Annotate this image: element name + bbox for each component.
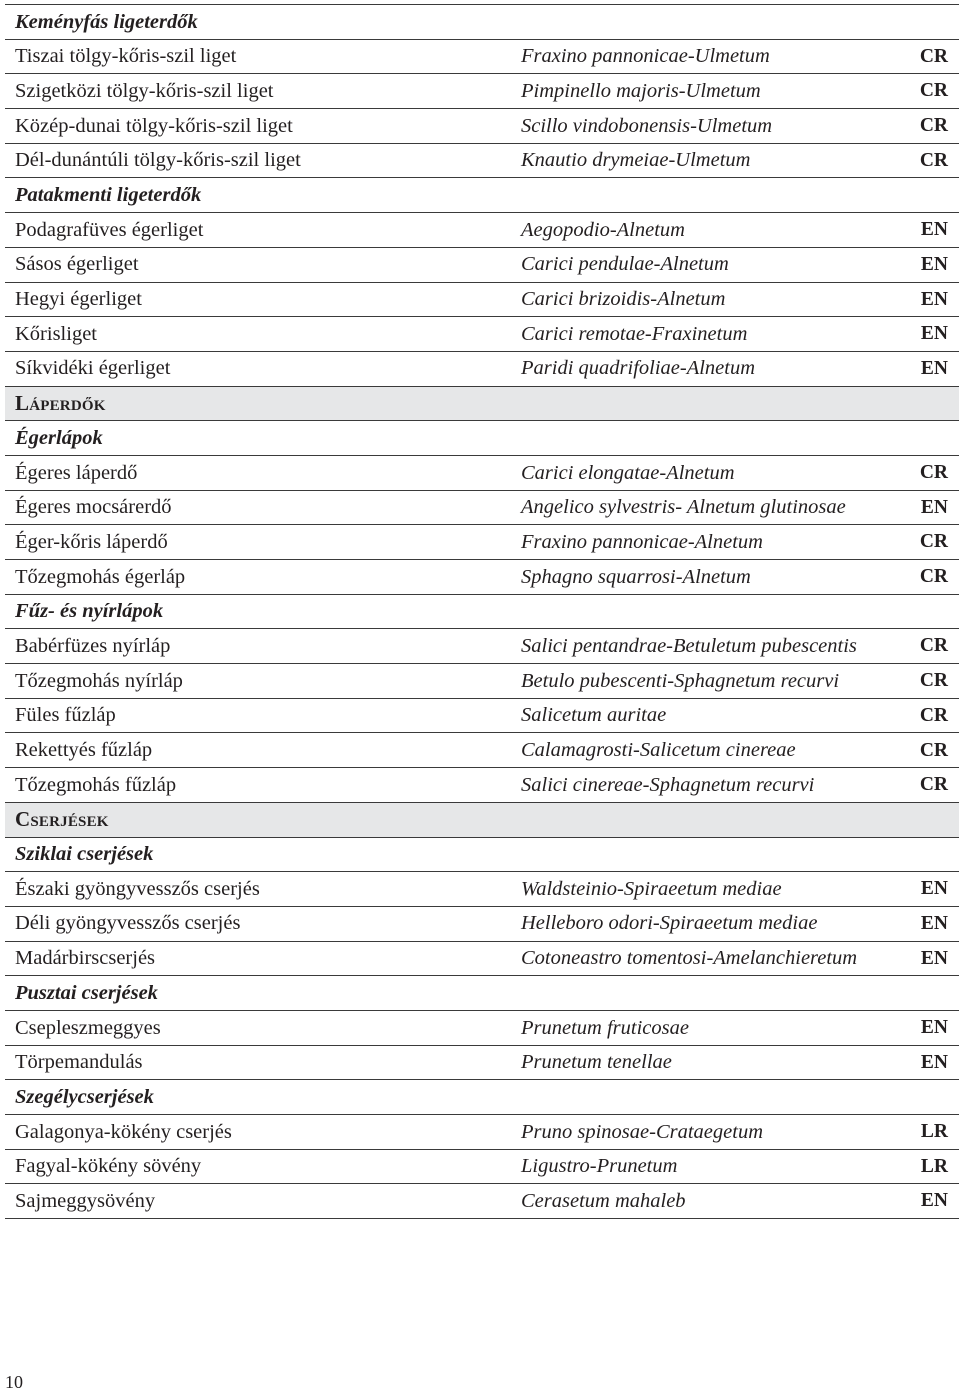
hungarian-name: Pusztai cserjések	[15, 981, 158, 1004]
subsection-header	[5, 1080, 959, 1115]
latin-name: Carici pendulae-Alnetum	[521, 253, 729, 276]
hungarian-name: Csepleszmeggyes	[15, 1016, 161, 1039]
status-code: CR	[919, 566, 948, 588]
latin-name: Carici elongatae-Alnetum	[521, 461, 735, 484]
table-row	[5, 283, 959, 318]
subsection-header	[5, 595, 959, 630]
hungarian-name: Sziklai cserjések	[15, 843, 154, 866]
status-code: EN	[920, 219, 948, 241]
hungarian-name: Babérfüzes nyírláp	[15, 634, 171, 657]
status-code: EN	[920, 878, 948, 900]
latin-name: Ligustro-Prunetum	[521, 1155, 678, 1178]
status-code: EN	[920, 357, 948, 379]
latin-name: Prunetum tenellae	[521, 1051, 672, 1074]
hungarian-name: Égeres láperdő	[15, 461, 138, 484]
latin-name: Betulo pubescenti-Sphagnetum recurvi	[521, 669, 840, 692]
table-row	[5, 629, 959, 664]
subsection-header	[5, 976, 959, 1011]
status-code: EN	[920, 947, 948, 969]
section-header	[5, 803, 959, 838]
latin-name: Fraxino pannonicae-Alnetum	[521, 530, 763, 553]
latin-name: Fraxino pannonicae-Ulmetum	[521, 45, 770, 68]
hungarian-name: Cserjések	[15, 807, 109, 832]
hungarian-name: Déli gyöngyvesszős cserjés	[15, 912, 241, 935]
hungarian-name: Dél-dunántúli tölgy-kőris-szil liget	[15, 149, 301, 172]
table-row	[5, 768, 959, 803]
table-row	[5, 560, 959, 595]
hungarian-name: Északi gyöngyvesszős cserjés	[15, 877, 260, 900]
hungarian-name: Láperdők	[15, 390, 106, 415]
table-row	[5, 664, 959, 699]
hungarian-name: Éger-kőris láperdő	[15, 530, 168, 553]
status-code: EN	[920, 253, 948, 275]
table-row	[5, 525, 959, 560]
status-code: CR	[919, 670, 948, 692]
hungarian-name: Közép-dunai tölgy-kőris-szil liget	[15, 114, 293, 137]
status-code: EN	[920, 1051, 948, 1073]
latin-name: Sphagno squarrosi-Alnetum	[521, 565, 751, 588]
latin-name: Salici cinereae-Sphagnetum recurvi	[521, 773, 815, 796]
hungarian-name: Kőrisliget	[15, 322, 97, 345]
hungarian-name: Galagonya-kökény cserjés	[15, 1120, 232, 1143]
table-row	[5, 1184, 959, 1219]
hungarian-name: Égeres mocsárerdő	[15, 496, 172, 519]
hungarian-name: Podagrafüves égerliget	[15, 218, 204, 241]
latin-name: Aegopodio-Alnetum	[521, 218, 685, 241]
table-row	[5, 352, 959, 387]
table-row	[5, 144, 959, 179]
section-header	[5, 387, 959, 422]
table-row	[5, 699, 959, 734]
subsection-header	[5, 5, 959, 40]
page-number: 10	[5, 1372, 23, 1392]
hungarian-name: Patakmenti ligeterdők	[15, 184, 202, 207]
table-row	[5, 491, 959, 526]
latin-name: Knautio drymeiae-Ulmetum	[521, 149, 751, 172]
latin-name: Cerasetum mahaleb	[521, 1189, 686, 1212]
latin-name: Scillo vindobonensis-Ulmetum	[521, 114, 773, 137]
table-row	[5, 942, 959, 977]
latin-name: Cotoneastro tomentosi-Amelanchieretum	[521, 947, 858, 970]
hungarian-name: Fagyal-kökény sövény	[15, 1155, 202, 1178]
hungarian-name: Szegélycserjések	[15, 1085, 154, 1108]
hungarian-name: Törpemandulás	[15, 1051, 143, 1074]
status-code: EN	[920, 1017, 948, 1039]
subsection-header	[5, 421, 959, 456]
status-code: EN	[920, 323, 948, 345]
table-row	[5, 74, 959, 109]
hungarian-name: Rekettyés fűzláp	[15, 739, 153, 762]
table-row	[5, 1150, 959, 1185]
hungarian-name: Fűz- és nyírlápok	[15, 600, 164, 623]
hungarian-name: Madárbirscserjés	[15, 947, 156, 970]
habitat-table	[5, 4, 959, 1219]
latin-name: Pruno spinosae-Crataegetum	[521, 1120, 763, 1143]
table-row	[5, 1011, 959, 1046]
status-code: CR	[919, 739, 948, 761]
hungarian-name: Sajmeggysövény	[15, 1189, 156, 1212]
status-code: CR	[919, 149, 948, 171]
latin-name: Helleboro odori-Spiraeetum mediae	[521, 912, 818, 935]
hungarian-name: Tiszai tölgy-kőris-szil liget	[15, 45, 237, 68]
hungarian-name: Égerlápok	[15, 426, 103, 449]
latin-name: Salicetum auritae	[521, 704, 667, 727]
latin-name: Paridi quadrifoliae-Alnetum	[521, 357, 756, 380]
latin-name: Prunetum fruticosae	[521, 1016, 689, 1039]
table-row	[5, 109, 959, 144]
status-code: EN	[920, 1190, 948, 1212]
table-row	[5, 40, 959, 75]
table-row	[5, 872, 959, 907]
latin-name: Waldsteinio-Spiraeetum mediae	[521, 877, 782, 900]
hungarian-name: Keményfás ligeterdők	[15, 10, 198, 33]
table-row	[5, 733, 959, 768]
table-row	[5, 907, 959, 942]
latin-name: Calamagrosti-Salicetum cinereae	[521, 739, 796, 762]
status-code: EN	[920, 912, 948, 934]
latin-name: Pimpinello majoris-Ulmetum	[521, 79, 761, 102]
table-row	[5, 213, 959, 248]
table-row	[5, 248, 959, 283]
subsection-header	[5, 178, 959, 213]
latin-name: Carici remotae-Fraxinetum	[521, 322, 748, 345]
status-code: CR	[919, 635, 948, 657]
hungarian-name: Sásos égerliget	[15, 253, 139, 276]
hungarian-name: Síkvidéki égerliget	[15, 357, 171, 380]
status-code: LR	[920, 1121, 948, 1143]
latin-name: Angelico sylvestris- Alnetum glutinosae	[521, 496, 846, 519]
table-row	[5, 456, 959, 491]
status-code: CR	[919, 704, 948, 726]
status-code: CR	[919, 531, 948, 553]
hungarian-name: Tőzegmohás fűzláp	[15, 773, 177, 796]
hungarian-name: Füles fűzláp	[15, 704, 116, 727]
hungarian-name: Hegyi égerliget	[15, 288, 142, 311]
latin-name: Carici brizoidis-Alnetum	[521, 288, 726, 311]
table-row	[5, 1046, 959, 1081]
hungarian-name: Szigetközi tölgy-kőris-szil liget	[15, 79, 274, 102]
status-code: CR	[919, 115, 948, 137]
status-code: CR	[919, 462, 948, 484]
hungarian-name: Tőzegmohás égerláp	[15, 565, 186, 588]
status-code: EN	[920, 496, 948, 518]
latin-name: Salici pentandrae-Betuletum pubescentis	[521, 634, 857, 657]
status-code: LR	[920, 1155, 948, 1177]
table-row	[5, 317, 959, 352]
hungarian-name: Tőzegmohás nyírláp	[15, 669, 183, 692]
status-code: CR	[919, 45, 948, 67]
status-code: EN	[920, 288, 948, 310]
table-row	[5, 1115, 959, 1150]
status-code: CR	[919, 80, 948, 102]
subsection-header	[5, 838, 959, 873]
status-code: CR	[919, 774, 948, 796]
